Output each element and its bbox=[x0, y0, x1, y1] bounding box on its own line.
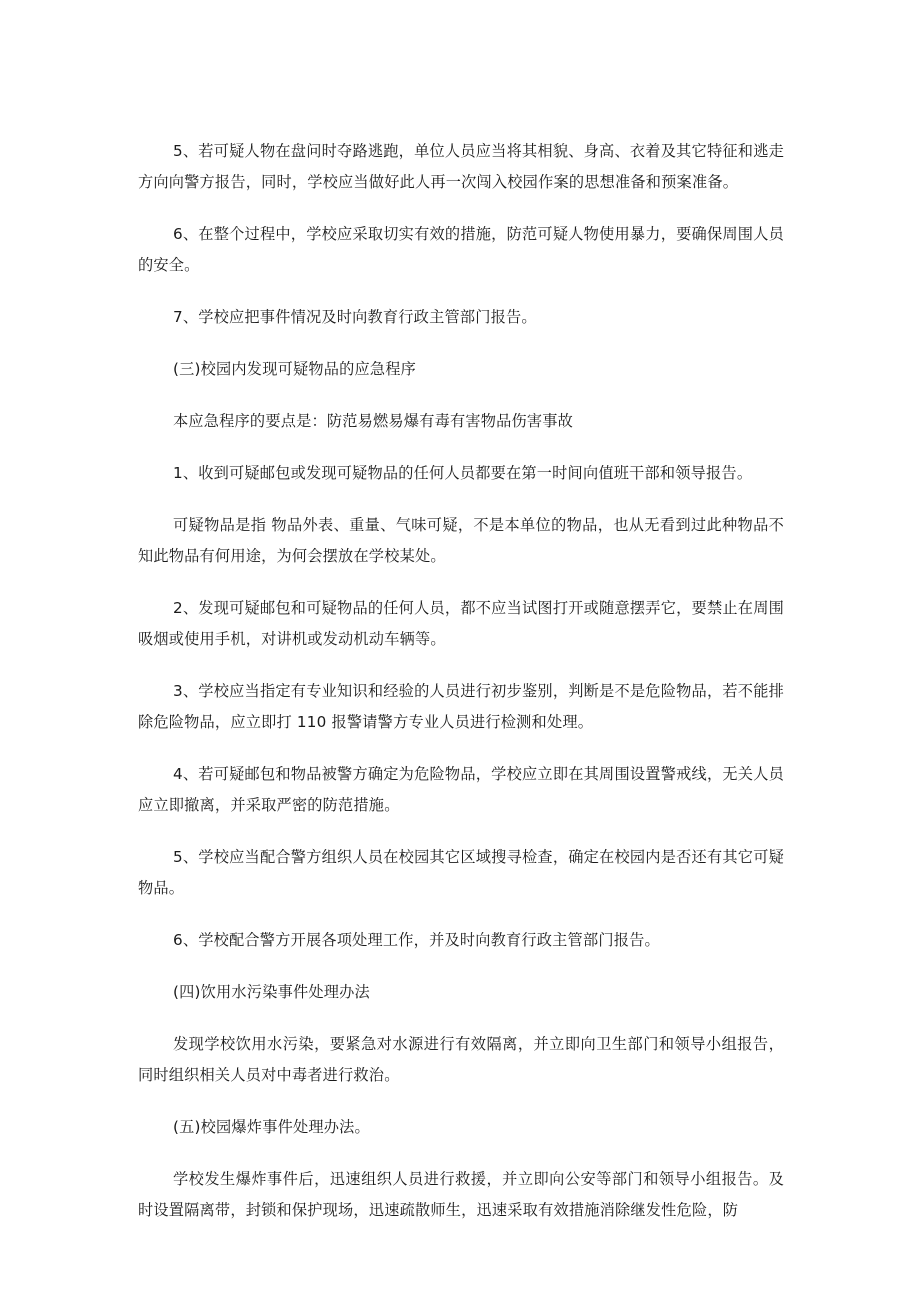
paragraph-cordon-and-evacuate: 4、若可疑邮包和物品被警方确定为危险物品，学校应立即在其周围设置警戒线，无关人员应立即撤离，并采取严密的防范措施。 bbox=[138, 765, 784, 814]
paragraph-report-immediately: 1、收到可疑邮包或发现可疑物品的任何人员都要在第一时间向值班干部和领导报告。 bbox=[173, 464, 753, 482]
paragraph-do-not-touch: 2、发现可疑邮包和可疑物品的任何人员，都不应当试图打开或随意摆弄它，要禁止在周围吸烟或使用手机，对讲机或发动机动车辆等。 bbox=[138, 599, 784, 648]
paragraph-water-pollution-response: 发现学校饮用水污染，要紧急对水源进行有效隔离，并立即向卫生部门和领导小组报告，同时组织相关人员对中毒者进行救治。 bbox=[138, 1035, 784, 1084]
paragraph-explosion-response: 学校发生爆炸事件后，迅速组织人员进行救援，并立即向公安等部门和领导小组报告。及时设置隔离带，封锁和保护现场，迅速疏散师生，迅速采取有效措施消除继发性危险，防 bbox=[138, 1170, 784, 1219]
paragraph-initial-identification: 3、学校应当指定有专业知识和经验的人员进行初步鉴别，判断是不是危险物品，若不能排除危险物品，应立即打 110 报警请警方专业人员进行检测和处理。 bbox=[138, 682, 784, 731]
paragraph-search-campus: 5、学校应当配合警方组织人员在校园其它区域搜寻检查，确定在校园内是否还有其它可疑物品。 bbox=[138, 848, 784, 897]
paragraph-prevent-violence: 6、在整个过程中，学校应采取切实有效的措施，防范可疑人物使用暴力，要确保周围人员的安全。 bbox=[138, 225, 784, 274]
section-heading-suspicious-items: (三)校园内发现可疑物品的应急程序 bbox=[173, 360, 417, 378]
document-body bbox=[138, 136, 784, 1247]
section-heading-water-pollution: (四)饮用水污染事件处理办法 bbox=[173, 983, 370, 1001]
paragraph-suspicious-item-definition: 可疑物品是指 物品外表、重量、气味可疑，不是本单位的物品，也从无看到过此种物品不知此物品有何用途，为何会摆放在学校某处。 bbox=[138, 516, 784, 565]
paragraph-suspect-escape: 5、若可疑人物在盘问时夺路逃跑，单位人员应当将其相貌、身高、衣着及其它特征和逃走方向向警方报告，同时，学校应当做好此人再一次闯入校园作案的思想准备和预案准备。 bbox=[138, 142, 784, 191]
paragraph-key-points: 本应急程序的要点是：防范易燃易爆有毒有害物品伤害事故 bbox=[173, 412, 574, 430]
paragraph-report-education-dept: 7、学校应把事件情况及时向教育行政主管部门报告。 bbox=[173, 308, 537, 326]
section-heading-explosion: (五)校园爆炸事件处理办法。 bbox=[173, 1118, 370, 1136]
paragraph-cooperate-police: 6、学校配合警方开展各项处理工作，并及时向教育行政主管部门报告。 bbox=[173, 931, 660, 949]
